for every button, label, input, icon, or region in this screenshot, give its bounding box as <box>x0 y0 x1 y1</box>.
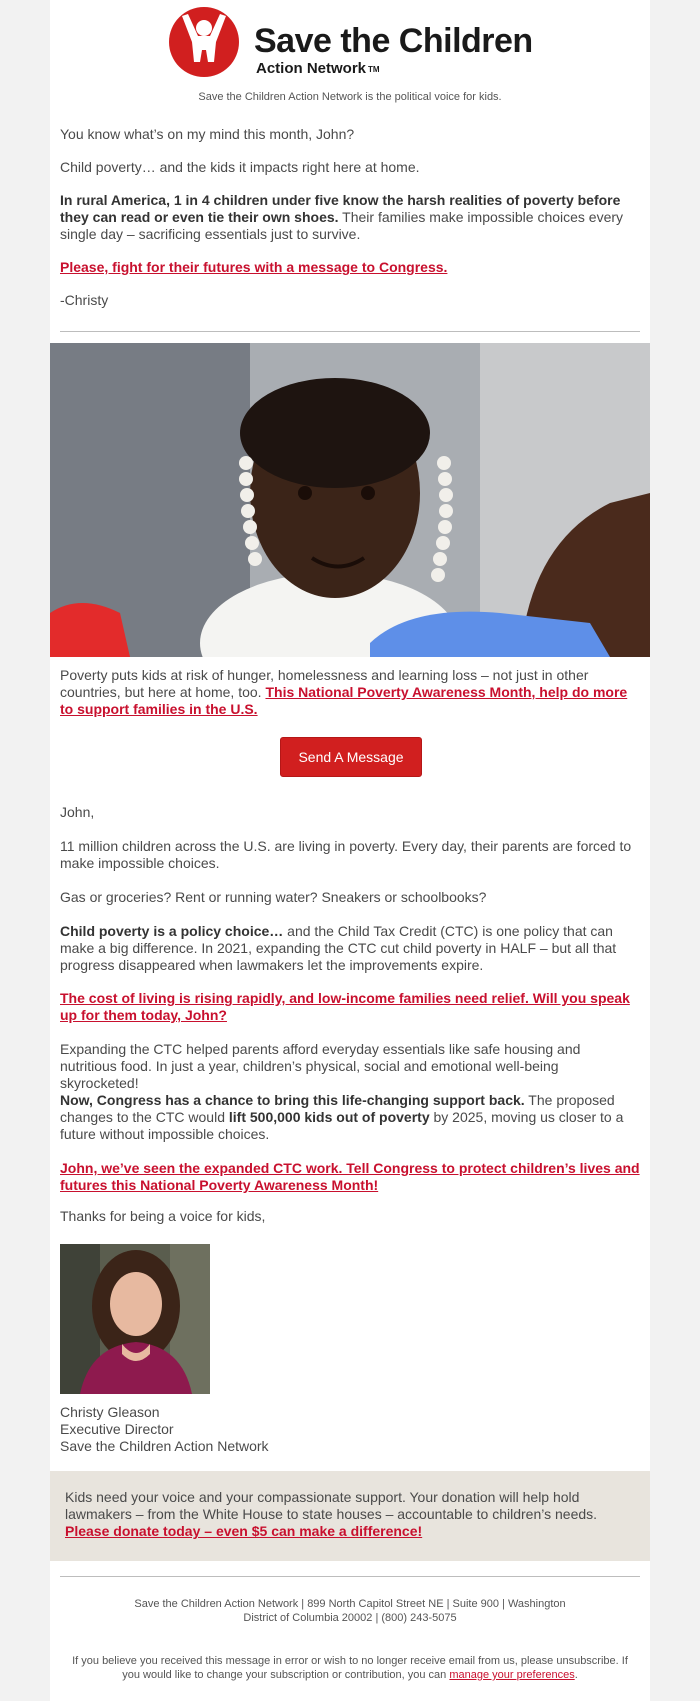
footer-address <box>50 1597 650 1625</box>
tagline: Save the Children Action Network is the political voice for kids. <box>198 91 502 103</box>
speak-up-link[interactable]: The cost of living is rising rapidly, and low-income families need relief. Will you speak up for them today, John? <box>60 990 630 1023</box>
signer-org: Save the Children Action Network <box>60 1438 269 1454</box>
intro-line: Child poverty… and the kids it impacts right here at home. <box>60 159 420 175</box>
email-card <box>50 0 650 1701</box>
intro-link-paragraph <box>60 259 640 276</box>
address-line-1: Save the Children Action Network | 899 North Capitol Street NE | Suite 900 | Washington <box>134 1598 566 1610</box>
body-link-paragraph-2 <box>60 1160 640 1194</box>
policy-choice-bold: Child poverty is a policy choice… <box>60 923 284 939</box>
footer-divider <box>60 1576 640 1577</box>
photo-caption: Poverty puts kids at risk of hunger, homelessness and learning loss – not just in other countries, but here at home, too. This National Poverty Awareness Month, help do more to support families in the U.S. <box>60 667 628 717</box>
donate-link[interactable]: Please donate today – even $5 can make a difference! <box>65 1523 423 1539</box>
address-line-2: District of Columbia 20002 | (800) 243-5075 <box>243 1612 457 1624</box>
header <box>50 0 650 110</box>
signer-portrait <box>60 1244 210 1394</box>
donate-text: Kids need your voice and your compassionate support. Your donation will help hold lawmakers – from the White House to state houses – accountable to children’s needs. Please donate today – even $5 can make a difference! <box>65 1489 598 1539</box>
body-paragraph-4: Expanding the CTC helped parents afford everyday essentials like safe housing and nutritious food. In just a year, children’s physical, social and emotional well-being skyrocketed! <box>60 1041 581 1091</box>
body-paragraph-1: 11 million children across the U.S. are living in poverty. Every day, their parents are forced to make impossible choices. <box>60 838 632 871</box>
tell-congress-link[interactable]: John, we’ve seen the expanded CTC work. Tell Congress to protect children’s lives and futures this National Poverty Awareness Month! <box>60 1160 640 1193</box>
body-paragraph-5: Now, Congress has a chance to bring this life-changing support back. The proposed changes to the CTC would lift 500,000 kids out of poverty by 2025, moving us closer to a future without impossible choices. <box>60 1092 624 1142</box>
intro-paragraph: In rural America, 1 in 4 children under five know the harsh realities of poverty before they can read or even tie their own shoes. Their families make impossible choices every single day – sacrificing essentials just to survive. <box>60 192 624 242</box>
child-illustration <box>50 343 650 657</box>
unsubscribe-notice: If you believe you received this message in error or wish to no longer receive email from us, please unsubscribe. If you would like to change your subscription or contribution, you can manage your preferences. <box>72 1655 628 1681</box>
body-paragraph-3: Child poverty is a policy choice… and the Child Tax Credit (CTC) is one policy that can make a big difference. In 2021, expanding the CTC cut child poverty in HALF – but all that progress disappeared when lawmakers let the improvements expire. <box>60 923 617 973</box>
signer-role: Executive Director <box>60 1421 174 1437</box>
signer-illustration <box>60 1244 210 1394</box>
send-message-button[interactable]: Send A Message <box>280 737 422 777</box>
body-link-paragraph-1 <box>60 990 640 1024</box>
body-paragraph-2: Gas or groceries? Rent or running water? Sneakers or schoolbooks? <box>60 889 487 905</box>
donate-box <box>50 1471 650 1561</box>
signer-name: Christy Gleason <box>60 1404 160 1420</box>
intro-signoff: -Christy <box>60 292 109 308</box>
manage-preferences-link[interactable]: manage your preferences <box>449 1669 575 1681</box>
poverty-awareness-link[interactable]: This National Poverty Awareness Month, help do more to support families in the U.S. <box>60 684 628 717</box>
divider <box>60 331 640 332</box>
brand-subtitle: Action Network TM <box>256 60 380 77</box>
brand-title: Save the Children <box>254 22 533 60</box>
fight-for-futures-link[interactable]: Please, fight for their futures with a message to Congress. <box>60 259 448 275</box>
thanks-line: Thanks for being a voice for kids, <box>60 1208 266 1224</box>
save-the-children-logo-icon <box>168 6 240 78</box>
intro-question: You know what’s on my mind this month, John? <box>60 126 355 142</box>
greeting: John, <box>60 804 95 820</box>
trademark-mark: TM <box>368 65 380 74</box>
hero-child-photo <box>50 343 650 657</box>
intro-bold: In rural America, 1 in 4 children under five know the harsh realities of poverty before they can read or even tie their own shoes. <box>60 192 621 225</box>
